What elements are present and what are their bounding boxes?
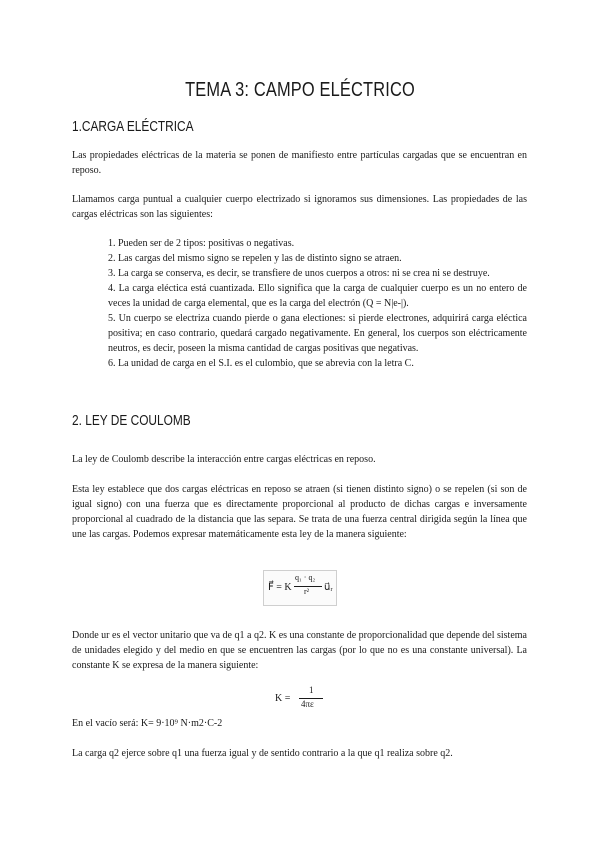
paragraph-coulomb-law: Esta ley establece que dos cargas eléctricas en reposo se atraen (si tienen distinto signo) o se repelen (si son de igual signo) con una fuerza que es directamente proporcional al producto de dichas cargas e inversamente proporcional al cuadrado de la distancia que las separa. Se trata de una fuerza central dirigida según la línea que une las cargas. Podemos expresar matemáticamente esta ley de la manera siguiente: [72,484,527,540]
list-item: 6. La unidad de carga en el S.I. es el culombio, que se abrevia con la letra C. [108,358,414,369]
formula-k-numerator: 1 [309,685,314,695]
list-item: 5. Un cuerpo se electriza cuando pierde o gana electiones: si pierde electrones, adquirirá carga eléctica positiva; en caso contrario, quedará cargado negativamente. En general, los cuerpos son eléctricamente neutros, es decir, poseen la misma cantidad de cargas positivas que negativas. [108,313,527,354]
coulomb-formula [263,570,337,606]
formula-lhs: F⃗ = K [268,582,292,593]
formula-numerator: q₁ · q₂ [295,573,316,582]
list-item: 2. Las cargas del mismo signo se repelen y las de distinto signo se atraen. [108,253,402,264]
section-heading-coulomb: 2. LEY DE COULOMB [72,413,191,429]
paragraph-carga-puntual: Llamamos carga puntual a cualquier cuerpo electrizado si ignoramos sus dimensiones. Las propiedades de las cargas eléctricas son las siguientes: [72,194,527,220]
constant-k-formula [275,685,335,715]
page-title: TEMA 3: CAMPO ELÉCTRICO [185,79,415,101]
paragraph-explanation: Donde ur es el vector unitario que va de q1 a q2. K es una constante de proporcionalidad que depende del sistema de unidades elegido y del medio en que se encuentren las cargas (por lo que no es una constante universal). La constante K se expresa de la manera siguiente: [72,630,527,671]
section-heading-carga: 1.CARGA ELÉCTRICA [72,119,194,135]
formula-k-lhs: K = [275,693,291,704]
formula-unit-vector: u⃗ᵣ [324,582,333,593]
list-item: 1. Pueden ser de 2 tipos: positivas o negativas. [108,238,295,249]
paragraph-intro: Las propiedades eléctricas de la materia se ponen de manifiesto entre partículas cargadas que se encuentran en reposo. [72,150,527,176]
formula-denominator: r² [304,587,310,596]
paragraph-newton-third: La carga q2 ejerce sobre q1 una fuerza igual y de sentido contrario a la que q1 realiza sobre q2. [72,748,453,759]
paragraph-vacuum-value: En el vacío será: K= 9·10⁹ N·m2·C-2 [72,718,223,729]
properties-list [108,236,527,371]
formula-k-denominator: 4πε [301,699,314,709]
list-item: 4. La carga eléctica está cuantizada. Ello significa que la carga de cualquier cuerpo es un no entero de veces la unidad de carga elemental, que es la carga del electrón (Q = N|e-|). [108,283,527,309]
paragraph-coulomb-intro: La ley de Coulomb describe la interacción entre cargas eléctricas en reposo. [72,454,376,465]
list-item: 3. La carga se conserva, es decir, se transfiere de unos cuerpos a otros: ni se crea ni se destruye. [108,268,490,279]
